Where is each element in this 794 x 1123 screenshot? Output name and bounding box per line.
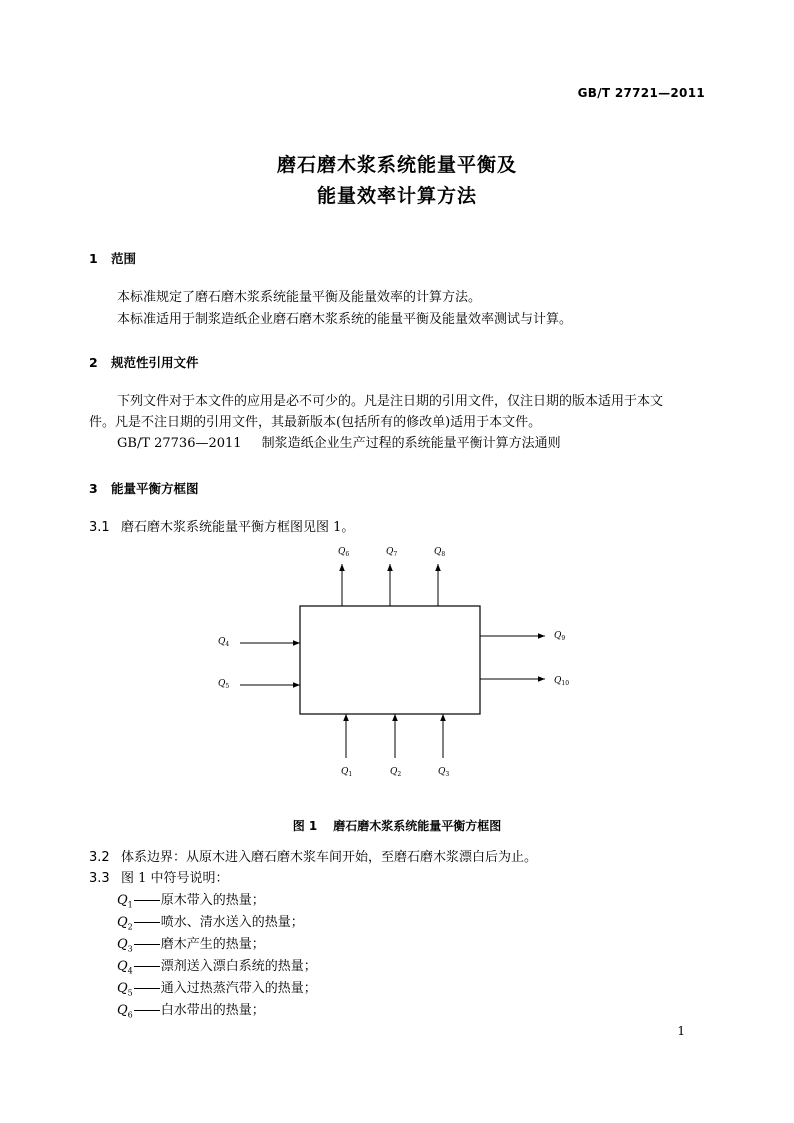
clause-number: 3.3 — [89, 871, 110, 886]
referenced-document-title: 制浆造纸企业生产过程的系统能量平衡计算方法通则 — [261, 436, 561, 451]
symbol-description: 原木带入的热量； — [160, 893, 265, 908]
symbol: $Q_6$ — [117, 1003, 133, 1020]
section-number: 2 — [89, 355, 98, 370]
em-dash — [134, 988, 160, 989]
section-title: 范围 — [111, 251, 137, 266]
symbol-definition — [117, 913, 304, 938]
section-title: 规范性引用文件 — [111, 355, 199, 370]
symbol-description: 通入过热蒸汽带入的热量； — [160, 981, 317, 996]
em-dash — [134, 922, 160, 923]
symbol-description: 漂剂送入漂白系统的热量； — [160, 959, 317, 974]
clause-number: 3.2 — [89, 850, 110, 865]
symbol-description: 喷水、清水送入的热量； — [160, 915, 304, 930]
label-q6: $Q_6$ — [338, 547, 350, 558]
symbol-definition — [117, 957, 317, 982]
label-q3: $Q_3$ — [438, 767, 450, 778]
symbol-description: 白水带出的热量； — [160, 1003, 265, 1018]
symbol: $Q_2$ — [117, 915, 133, 932]
em-dash — [134, 1010, 160, 1011]
symbol-definition — [117, 891, 265, 916]
symbol: $Q_3$ — [117, 937, 133, 954]
label-q7: $Q_7$ — [386, 547, 398, 558]
section-heading-energy-balance-diagram — [89, 479, 199, 497]
label-q5: $Q_5$ — [218, 679, 230, 690]
em-dash — [134, 900, 160, 901]
section-title: 能量平衡方框图 — [111, 481, 199, 496]
symbol-description: 磨木产生的热量； — [160, 937, 265, 952]
label-q8: $Q_8$ — [434, 547, 446, 558]
clause-text: 图 1 中符号说明： — [121, 871, 229, 886]
clause-3-2 — [89, 848, 537, 868]
references-paragraph-line-2: 件。凡是不注日期的引用文件，其最新版本(包括所有的修改单)适用于本文件。 — [89, 415, 542, 430]
label-q4: $Q_4$ — [218, 637, 230, 648]
label-q2: $Q_2$ — [390, 767, 402, 778]
figure-caption — [0, 817, 794, 834]
em-dash — [134, 966, 160, 967]
symbol-definition — [117, 1001, 265, 1026]
symbol-definition — [117, 979, 317, 1004]
references-paragraph-line-1: 下列文件对于本文件的应用是必不可少的。凡是注日期的引用文件，仅注日期的版本适用于本文 — [117, 394, 664, 409]
label-q9: $Q_9$ — [554, 631, 566, 642]
system-boundary-box — [300, 606, 480, 714]
standard-code-header: GB/T 27721—2011 — [577, 86, 705, 100]
document-title-line-2: 能量效率计算方法 — [316, 185, 477, 207]
symbol: $Q_4$ — [117, 959, 133, 976]
page-number: 1 — [677, 1024, 685, 1038]
figure-title: 磨石磨木浆系统能量平衡方框图 — [333, 819, 502, 833]
section-heading-references — [89, 353, 199, 371]
clause-text: 体系边界：从原木进入磨石磨木浆车间开始，至磨石磨木浆漂白后为止。 — [121, 850, 538, 865]
symbol-definition — [117, 935, 265, 960]
label-q10: $Q_{10}$ — [554, 676, 570, 687]
clause-3-1 — [89, 518, 354, 538]
document-title-line-1: 磨石磨木浆系统能量平衡及 — [276, 154, 517, 176]
clause-text: 磨石磨木浆系统能量平衡方框图见图 1。 — [121, 520, 355, 535]
clause-3-3 — [89, 869, 229, 889]
label-q1: $Q_1$ — [341, 767, 353, 778]
symbol: $Q_5$ — [117, 981, 133, 998]
section-heading-scope — [89, 249, 136, 267]
symbol: $Q_1$ — [117, 893, 133, 910]
referenced-document — [117, 434, 561, 454]
referenced-document-code: GB/T 27736—2011 — [117, 436, 242, 451]
em-dash — [134, 944, 160, 945]
clause-number: 3.1 — [89, 520, 110, 535]
scope-paragraph-1: 本标准规定了磨石磨木浆系统能量平衡及能量效率的计算方法。 — [117, 290, 482, 305]
figure-number: 图 1 — [292, 819, 318, 833]
scope-paragraph-2: 本标准适用于制浆造纸企业磨石磨木浆系统的能量平衡及能量效率测试与计算。 — [117, 312, 573, 327]
section-number: 3 — [89, 481, 98, 496]
section-number: 1 — [89, 251, 98, 266]
